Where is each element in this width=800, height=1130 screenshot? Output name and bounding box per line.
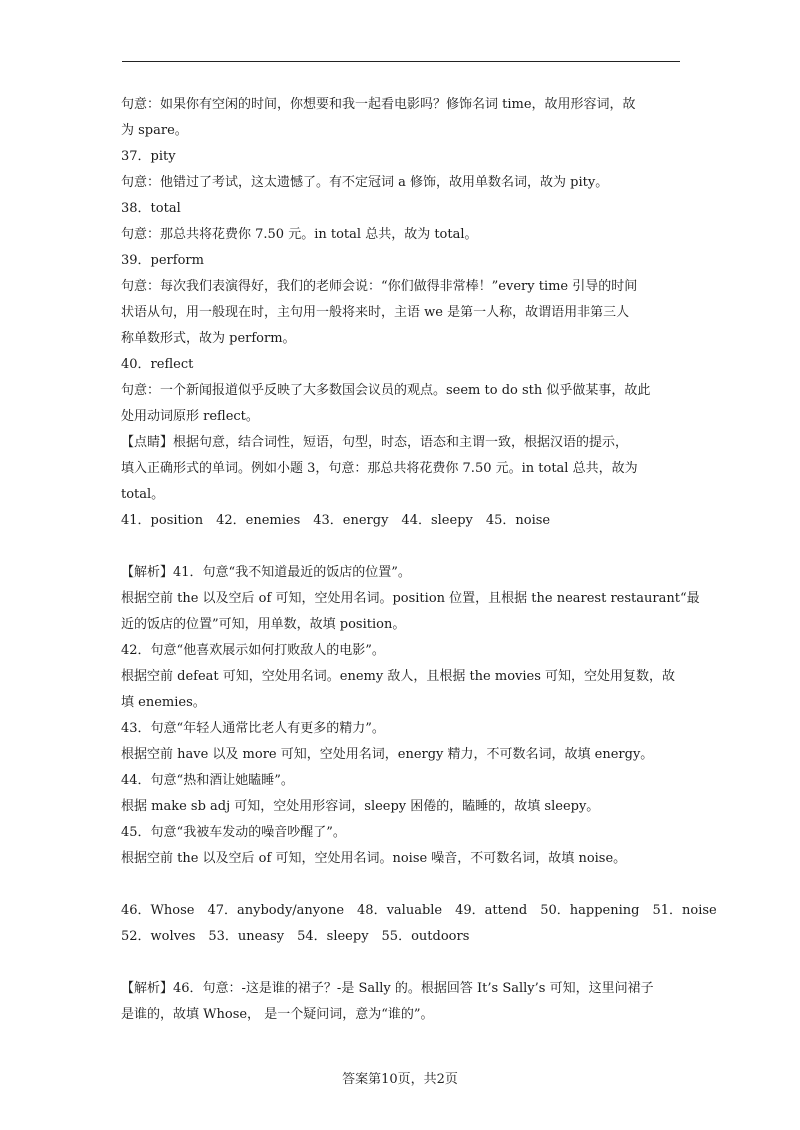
text-line: 为 spare。	[121, 123, 188, 138]
text-line: 句意：每次我们表演得好，我们的老师会说：“你们做得非常棒！”every time 引导的时间	[121, 279, 638, 294]
text-line: 根据空前 defeat 可知，空处用名词。enemy 敌人，且根据 the movies 可知，空处用复数，故	[121, 669, 676, 684]
text-line: 句意：那总共将花费你 7.50 元。in total 总共，故为 total。	[121, 227, 478, 242]
text-line: 填入正确形式的单词。例如小题 3，句意：那总共将花费你 7.50 元。in total 总共，故为	[121, 461, 638, 476]
text-line: 44．句意“热和酒让她瞌睡”。	[121, 773, 294, 788]
text-line: 根据空前 have 以及 more 可知，空处用名词，energy 精力，不可数名词，故填 energy。	[121, 747, 654, 762]
text-line: 是谁的，故填 Whose， 是一个疑问词，意为“谁的”。	[121, 1007, 434, 1022]
text-line: 填 enemies。	[121, 695, 206, 710]
text-line: 称单数形式，故为 perform。	[121, 331, 296, 346]
text-line: 52．wolves 53．uneasy 54．sleepy 55．outdoors	[121, 929, 470, 944]
blank-gap	[121, 534, 681, 560]
text-line: 处用动词原形 reflect。	[121, 409, 259, 424]
text-line: 43．句意“年轻人通常比老人有更多的精力”。	[121, 721, 385, 736]
text-line: 37．pity	[121, 149, 176, 164]
text-line: 近的饭店的位置”可知，用单数，故填 position。	[121, 617, 406, 632]
text-line: 【点睛】根据句意，结合词性，短语，句型，时态，语态和主谓一致，根据汉语的提示，	[121, 435, 629, 450]
text-line: 41．position 42．enemies 43．energy 44．sleepy 45．noise	[121, 513, 551, 528]
text-line: 根据空前 the 以及空后 of 可知，空处用名词。position 位置，且根据 the nearest restaurant“最	[121, 591, 700, 606]
text-line: 39．perform	[121, 253, 204, 268]
header-rule	[122, 61, 680, 62]
text-line: 46．Whose 47．anybody/anyone 48．valuable 49．attend 50．happening 51．noise	[121, 903, 717, 918]
text-line: 42．句意“他喜欢展示如何打败敌人的电影”。	[121, 643, 385, 658]
answer-content	[121, 92, 717, 1028]
text-line: 38．total	[121, 201, 181, 216]
text-line: 40．reflect	[121, 357, 194, 372]
text-line: total。	[121, 487, 165, 502]
text-line: 句意：他错过了考试，这太遗憾了。有不定冠词 a 修饰，故用单数名词，故为 pity。	[121, 175, 609, 190]
text-line: 状语从句，用一般现在时，主句用一般将来时，主语 we 是第一人称，故谓语用非第三人	[121, 305, 630, 320]
text-line: 根据 make sb adj 可知，空处用形容词，sleepy 困倦的，瞌睡的，故填 sleepy。	[121, 799, 600, 814]
text-line: 【解析】46．句意：-这是谁的裙子？-是 Sally 的。根据回答 It’s Sally’s 可知，这里问裙子	[121, 981, 654, 996]
text-line: 45．句意“我被车发动的噪音吵醒了”。	[121, 825, 346, 840]
page-footer: 答案第10页，共2页	[342, 1072, 458, 1087]
text-line: 句意：一个新闻报道似乎反映了大多数国会议员的观点。seem to do sth 似乎做某事，故此	[121, 383, 651, 398]
text-line: 根据空前 the 以及空后 of 可知，空处用名词。noise 噪音，不可数名词，故填 noise。	[121, 851, 627, 866]
blank-gap	[121, 950, 681, 976]
text-line: 【解析】41．句意“我不知道最近的饭店的位置”。	[121, 565, 411, 580]
blank-gap	[121, 872, 681, 898]
text-line: 句意：如果你有空闲的时间，你想要和我一起看电影吗？修饰名词 time，故用形容词，故	[121, 97, 636, 112]
